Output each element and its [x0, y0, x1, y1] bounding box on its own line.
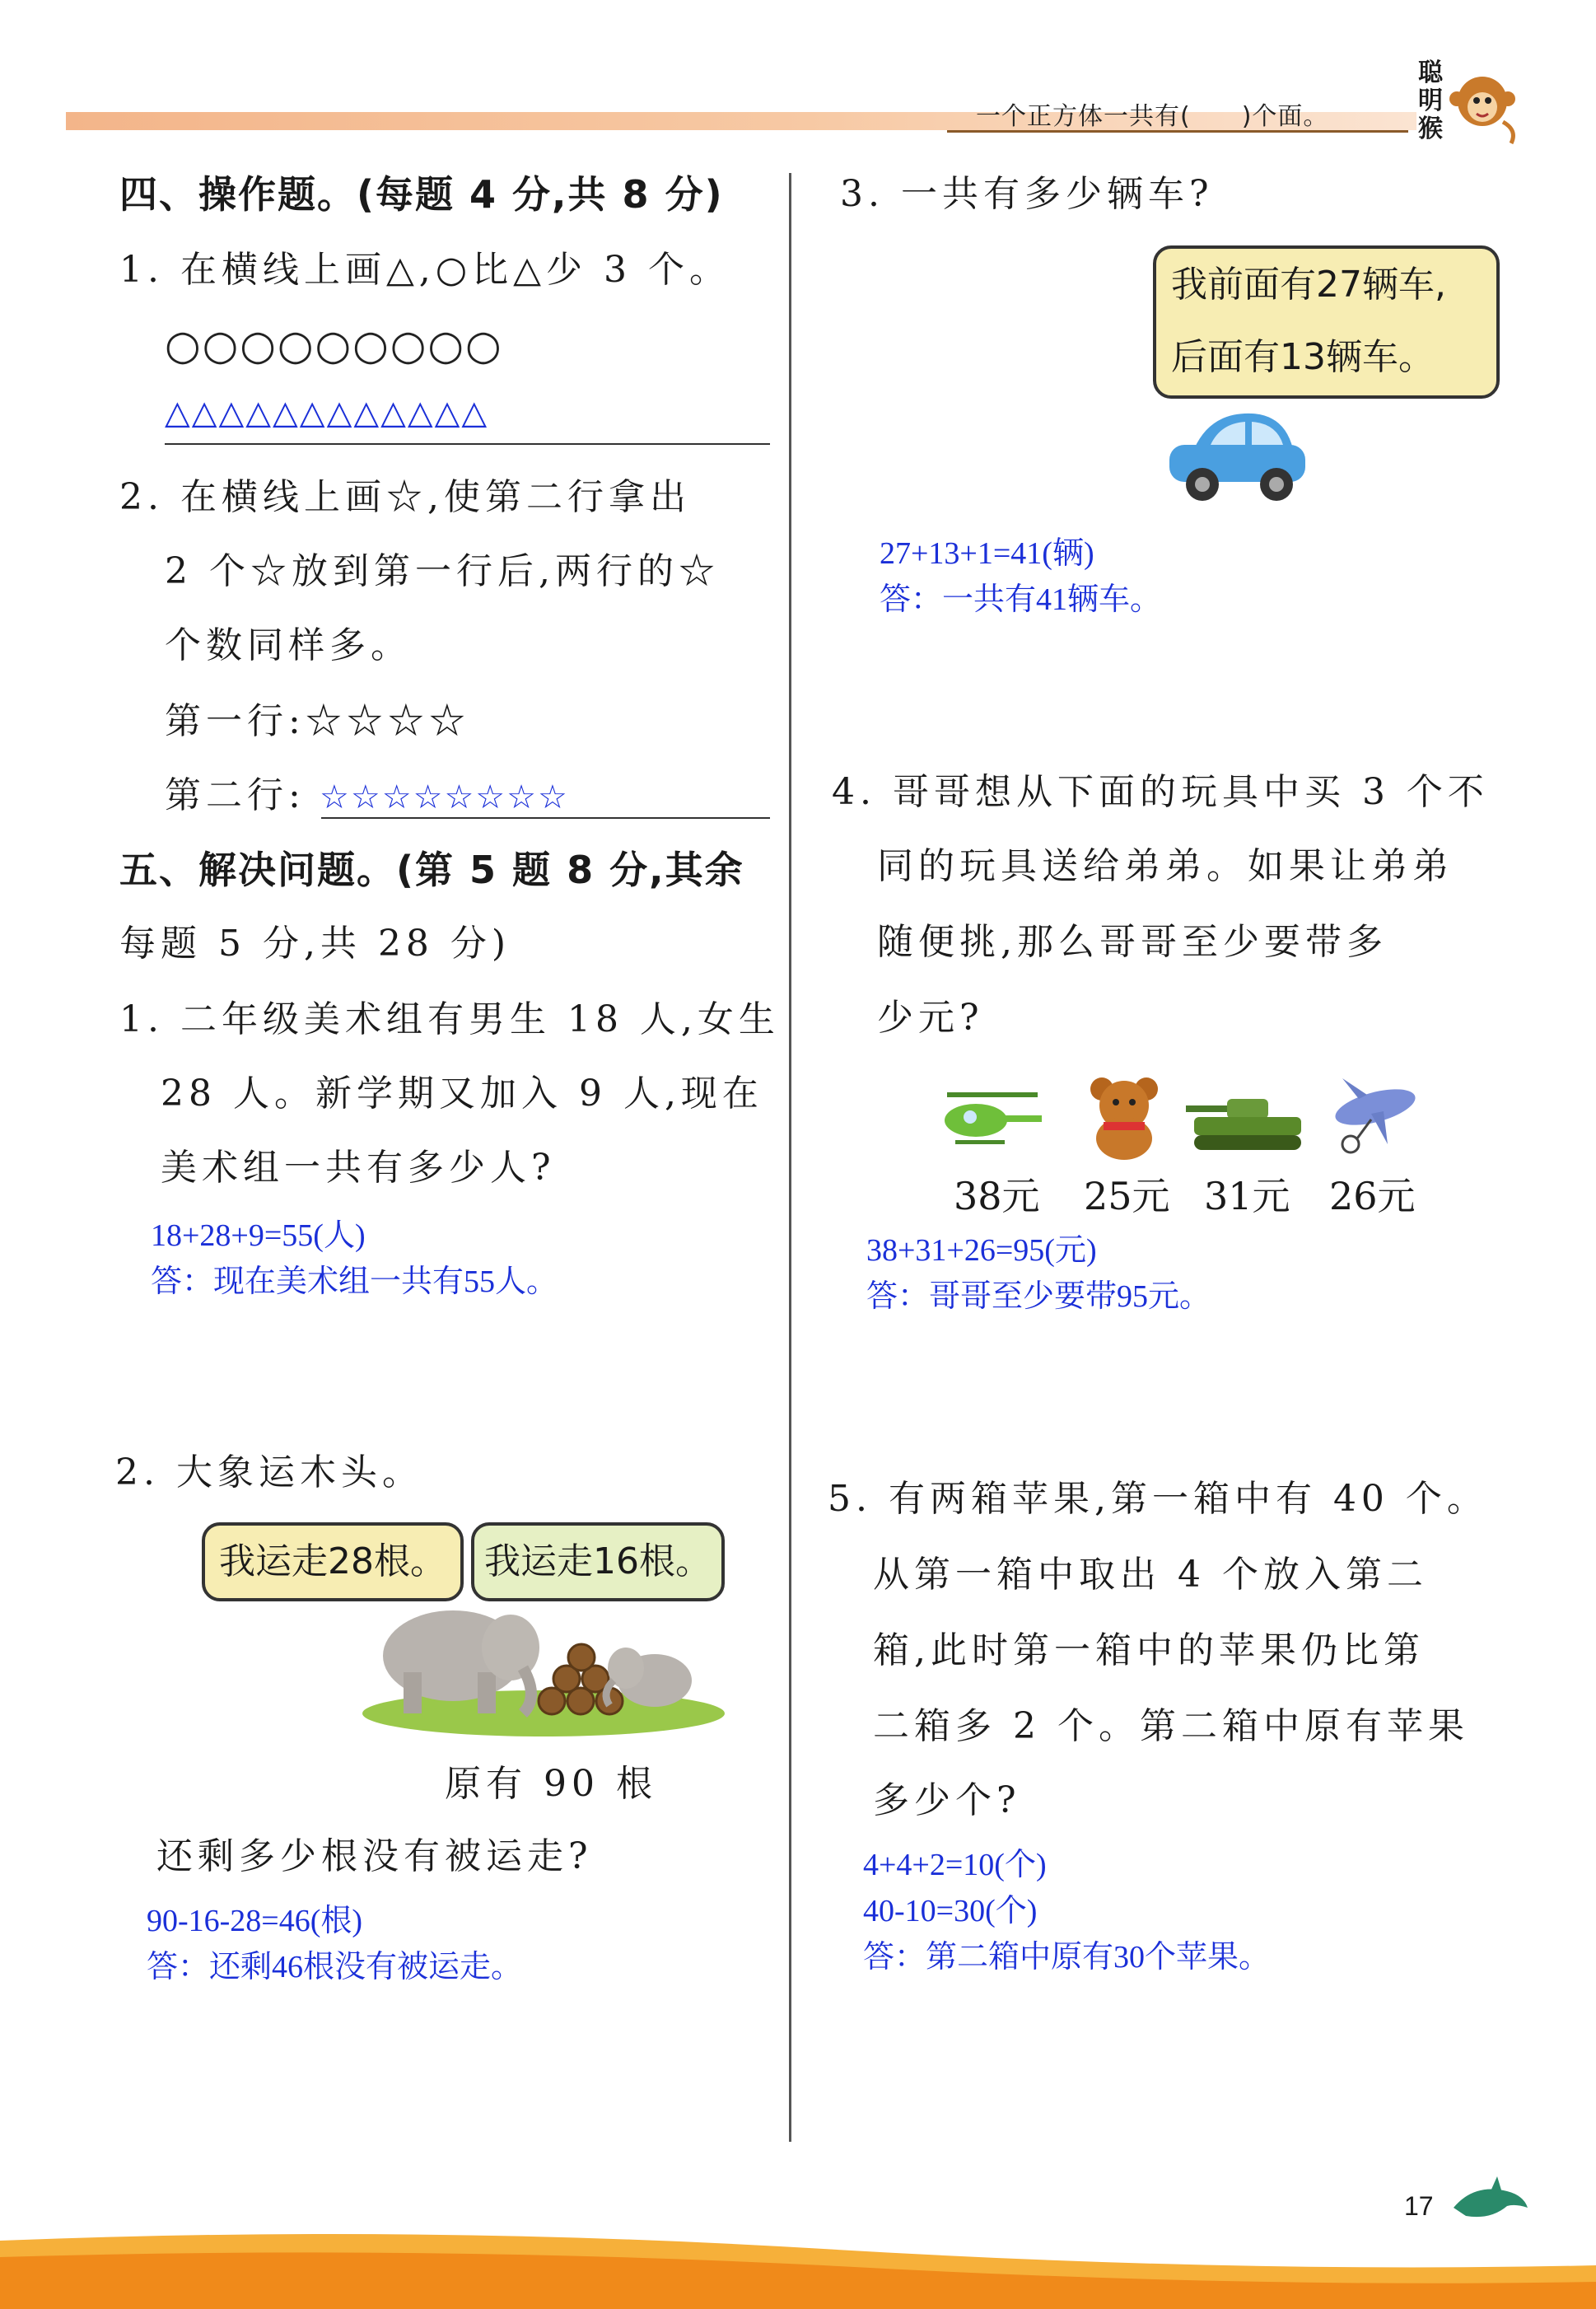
- q4-2-line3: 个数同样多。: [165, 624, 412, 666]
- q4-2-line1: 2. 在横线上画☆,使第二行拿出: [119, 476, 691, 518]
- q5-2-title: 2. 大象运木头。: [115, 1451, 423, 1493]
- q5-line1: 5. 有两箱苹果,第一箱中有 40 个。: [828, 1478, 1488, 1520]
- q4-2-line2: 2 个☆放到第一行后,两行的☆: [165, 550, 720, 592]
- q4-answer-equation: 38+31+26=95(元): [866, 1233, 1097, 1268]
- q4-2-row1: 第一行:☆☆☆☆: [165, 700, 470, 742]
- q4-1-circles: ○○○○○○○○○: [165, 321, 503, 369]
- section5-title-line2: 每题 5 分,共 28 分): [119, 923, 511, 965]
- q5-line4: 二箱多 2 个。第二箱中原有苹果: [873, 1705, 1469, 1747]
- q5-2-bubble-big-elephant: 我运走28根。: [202, 1522, 464, 1601]
- price-tank: 31元: [1204, 1174, 1290, 1218]
- header-hint: 一个正方体一共有( )个面。: [976, 102, 1329, 131]
- q5-1-line1: 1. 二年级美术组有男生 18 人,女生: [119, 998, 780, 1040]
- q5-1-line2: 28 人。新学期又加入 9 人,现在: [161, 1073, 763, 1115]
- q5-answer-step2: 40-10=30(个): [863, 1894, 1038, 1928]
- q5-line2: 从第一箱中取出 4 个放入第二: [873, 1554, 1428, 1596]
- car-icon: [1153, 404, 1318, 511]
- q3-answer-sentence: 答：一共有41辆车。: [880, 582, 1162, 617]
- q3-bubble-line1: 我前面有27辆车,: [1171, 264, 1446, 306]
- q4-2-answer-line: [321, 817, 770, 819]
- q4-1-answer-line: [165, 443, 770, 445]
- q5-2-answer-sentence: 答：还剩46根没有被运走。: [147, 1950, 523, 1984]
- q4-2-row2-label: 第二行:: [165, 774, 306, 816]
- elephants-logs-illustration: [346, 1590, 725, 1738]
- price-teddy-bear: 25元: [1084, 1174, 1170, 1218]
- q4-answer-sentence: 答：哥哥至少要带95元。: [866, 1279, 1211, 1314]
- helicopter-icon: [939, 1086, 1046, 1152]
- q4-line4: 少元?: [877, 997, 984, 1039]
- q4-line1: 4. 哥哥想从下面的玩具中买 3 个不: [832, 771, 1489, 813]
- q5-answer-sentence: 答：第二箱中原有30个苹果。: [863, 1940, 1271, 1975]
- q5-2-total: 原有 90 根: [445, 1763, 657, 1805]
- footer-wave: [0, 2224, 1596, 2309]
- q5-1-answer-sentence: 答：现在美术组一共有55人。: [151, 1264, 558, 1299]
- q4-line3: 随便挑,那么哥哥至少要带多: [877, 921, 1388, 963]
- q5-answer-step1: 4+4+2=10(个): [863, 1848, 1047, 1882]
- section5-title-line1: 五、解决问题。(第 5 题 8 分,其余: [119, 848, 744, 892]
- q3-title: 3. 一共有多少辆车?: [840, 173, 1214, 215]
- mascot-label: 聪明猴: [1418, 58, 1443, 143]
- q5-2-answer-equation: 90-16-28=46(根): [147, 1904, 363, 1938]
- toy-plane-icon: [1326, 1074, 1425, 1165]
- q3-answer-equation: 27+13+1=41(辆): [880, 536, 1094, 571]
- page-number: 17: [1404, 2191, 1434, 2221]
- q4-1-answer-triangles: △△△△△△△△△△△△: [165, 394, 489, 432]
- section4-title: 四、操作题。(每题 4 分,共 8 分): [119, 172, 724, 217]
- monkey-icon: [1445, 64, 1519, 147]
- q4-line2: 同的玩具送给弟弟。如果让弟弟: [877, 845, 1454, 887]
- q5-line3: 箱,此时第一箱中的苹果仍比第: [873, 1629, 1425, 1671]
- price-helicopter: 38元: [954, 1174, 1040, 1218]
- q5-1-line3: 美术组一共有多少人?: [161, 1147, 556, 1189]
- price-plane: 26元: [1329, 1174, 1416, 1218]
- q4-2-row2-answer: ☆☆☆☆☆☆☆☆: [320, 778, 569, 816]
- q3-bubble-line2: 后面有13辆车。: [1171, 336, 1435, 378]
- q5-2-question: 还剩多少根没有被运走?: [156, 1835, 593, 1877]
- q5-1-answer-equation: 18+28+9=55(人): [151, 1218, 366, 1253]
- column-divider: [789, 173, 791, 2142]
- q3-speech-bubble: [1153, 245, 1500, 399]
- q5-line5: 多少个?: [873, 1779, 1021, 1821]
- teddy-bear-icon: [1079, 1071, 1169, 1162]
- q5-2-bubble-small-elephant: 我运走16根。: [471, 1522, 725, 1601]
- tank-icon: [1186, 1089, 1309, 1155]
- q4-1-text: 1. 在横线上画△,○比△少 3 个。: [119, 249, 730, 291]
